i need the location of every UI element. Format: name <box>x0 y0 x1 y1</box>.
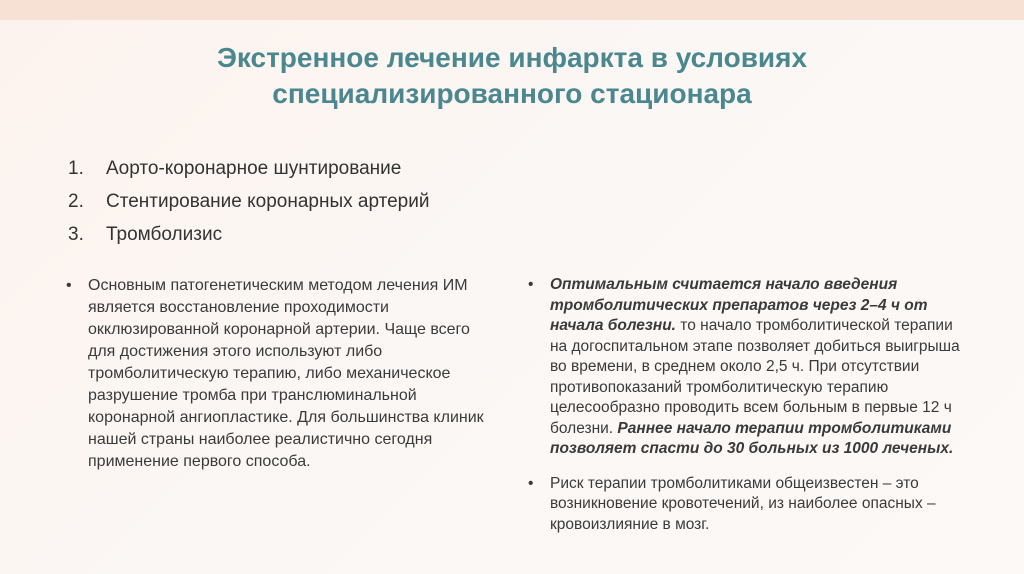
list-item-text: Тромболизис <box>106 224 223 245</box>
bullet-paragraph <box>528 275 968 460</box>
list-item <box>68 218 668 251</box>
slide-title <box>120 40 904 112</box>
title-line-1: Экстренное лечение инфаркта в условиях <box>216 42 808 73</box>
emphasis-text: Раннее начало терапии тромболитиками позволяет спасти до 30 больных из 1000 леченых. <box>550 419 954 457</box>
bullet-dot-icon: • <box>528 474 534 492</box>
right-paragraph-2: Риск терапии тромболитиками общеизвестен – это возникновение кровотечений, из наиболее опасных – кровоизлияние в мозг. <box>550 474 936 533</box>
list-item-text: Стентирование коронарных артерий <box>106 191 430 212</box>
list-item <box>68 152 668 185</box>
emphasis-text: Оптимальным считается начало введения тромболитических препаратов через 2–4 ч от начала болезни. <box>550 276 928 334</box>
list-item-number: 1. <box>68 158 84 179</box>
list-item-number: 2. <box>68 191 84 212</box>
left-paragraph-text: Основным патогенетическим методом лечения ИМ является восстановление проходимости окклюзированной коронарной артерии. Чаще всего для достижения этого используют либо тромболитическую терапию, либо механическое разрушение тромба при транслюминальной коронарной ангиопластике. Для большинства клиник нашей страны наиболее реалистично сегодня применение первого способа. <box>88 277 484 470</box>
title-line-2: специализированного стационара <box>272 78 752 109</box>
list-item <box>68 185 668 218</box>
bullet-dot-icon: • <box>528 276 534 293</box>
list-item-text: Аорто-коронарное шунтирование <box>106 158 402 179</box>
plain-text: то начало тромболитической терапии на догоспитальном этапе позволяет добиться выигрыша во времени, в среднем около 2,5 ч. При отсутствии противопоказаний тромболитическую терапию целесообразно проводить всем больным в первые 12 ч болезни. <box>550 317 960 437</box>
list-item-number: 3. <box>68 224 84 245</box>
top-band <box>0 0 1024 20</box>
bullet-paragraph <box>66 275 486 473</box>
numbered-list <box>68 152 668 251</box>
right-paragraph-1 <box>550 275 968 460</box>
bullet-dot-icon: • <box>66 277 72 294</box>
bullet-paragraph <box>528 474 968 536</box>
right-column <box>528 275 968 549</box>
left-column <box>66 275 486 487</box>
